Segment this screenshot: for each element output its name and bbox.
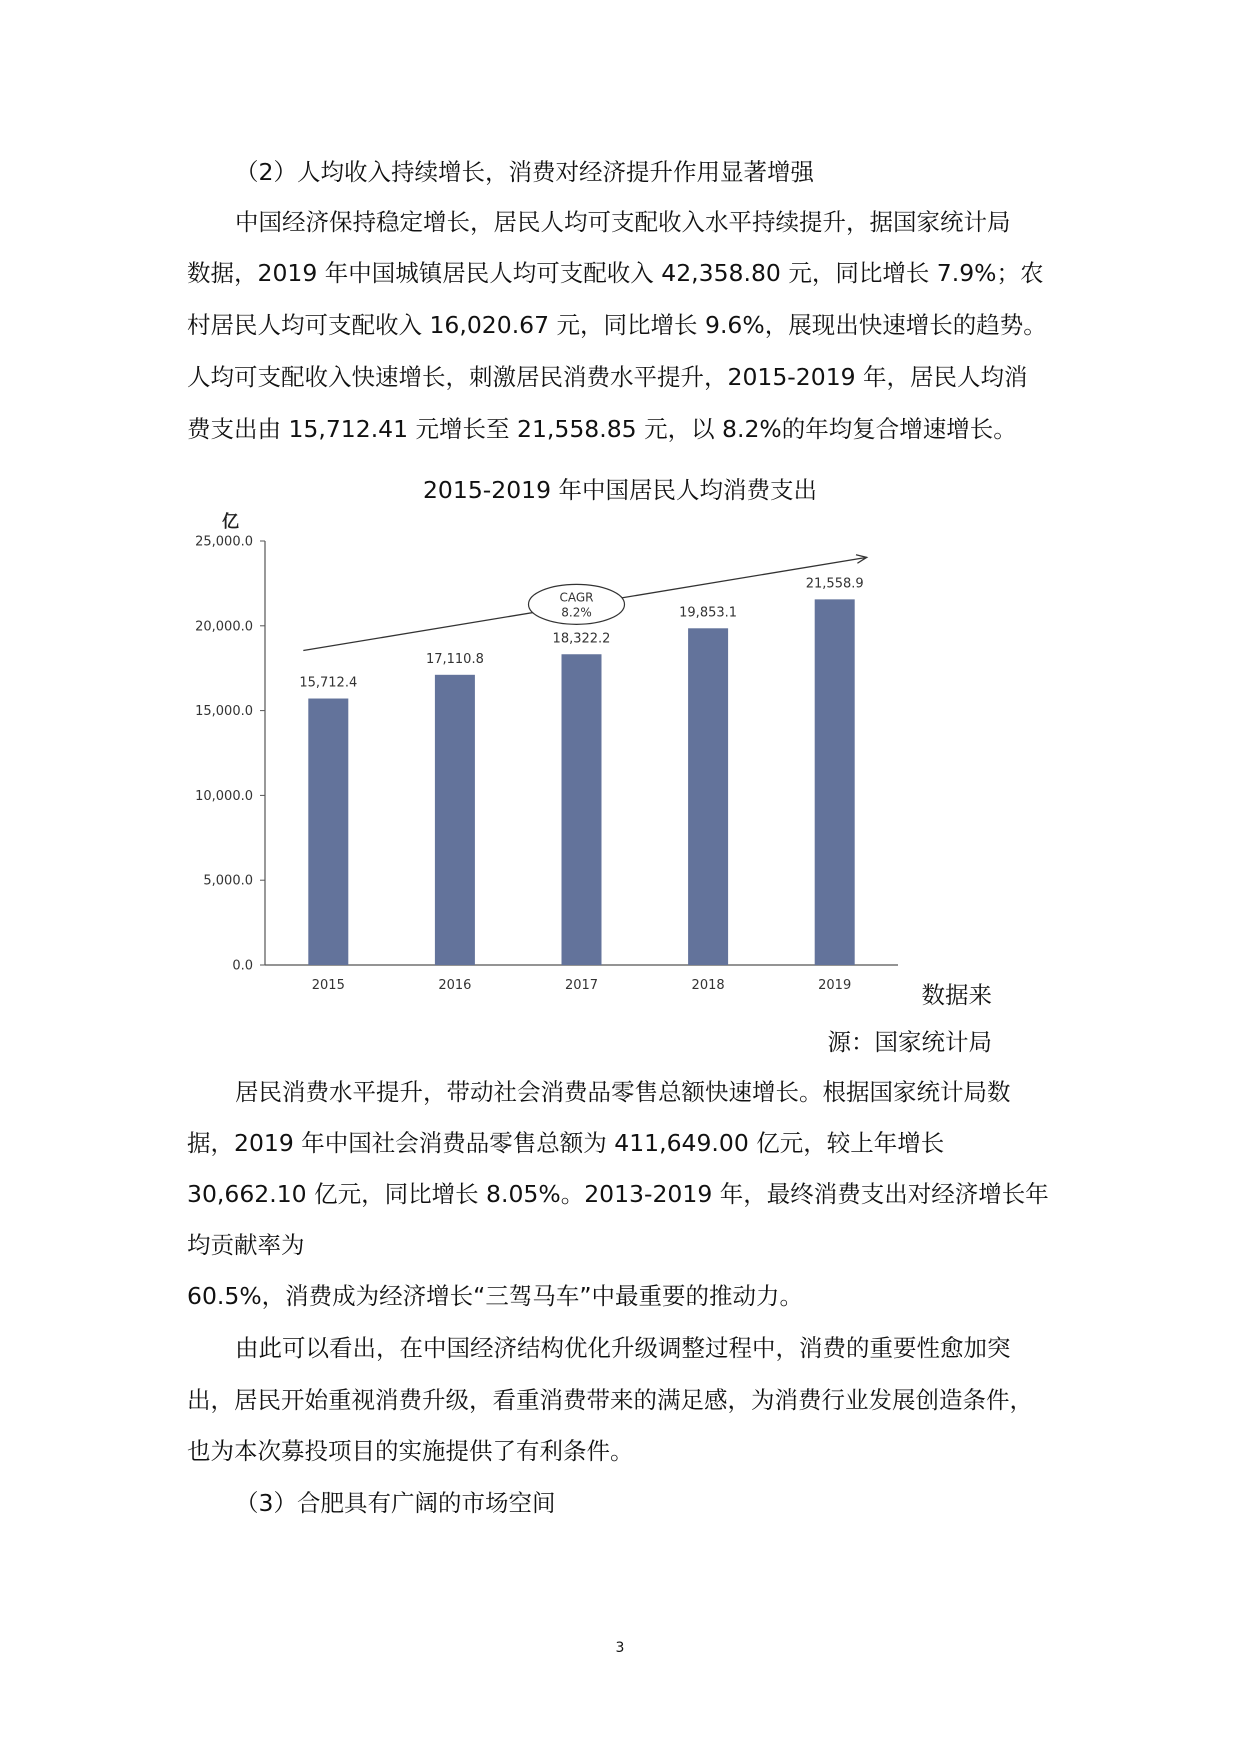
y-tick-label: 25,000.0: [195, 534, 253, 550]
source-note-line1: 数据来: [921, 981, 992, 1009]
value-label: 17,110.8: [425, 651, 484, 667]
paragraph-1-line: 村居民人均可支配收入 16,020.67 元，同比增长 9.6%，展现出快速增长的趋势。: [187, 311, 1047, 339]
paragraph-3-line: 由此可以看出，在中国经济结构优化升级调整过程中，消费的重要性愈加突: [235, 1334, 1011, 1362]
paragraph-1-line: 中国经济保持稳定增长，居民人均可支配收入水平持续提升，据国家统计局: [235, 208, 1011, 236]
x-tick-label: 2017: [564, 978, 599, 993]
paragraph-2-line: 60.5%，消费成为经济增长“三驾马车”中最重要的推动力。: [187, 1282, 804, 1310]
cagr-label: CAGR: [559, 590, 594, 605]
y-tick-label: 10,000.0: [195, 788, 253, 804]
paragraph-3-line: 也为本次募投项目的实施提供了有利条件。: [187, 1437, 634, 1465]
section-heading-3: （3）合肥具有广阔的市场空间: [235, 1489, 556, 1517]
bar-chart: [170, 505, 910, 1025]
bar-2018: [688, 628, 728, 965]
x-tick-label: 2015: [311, 978, 345, 993]
x-tick-label: 2019: [818, 978, 852, 993]
paragraph-2-line: 均贡献率为: [187, 1231, 305, 1259]
x-tick-label: 2016: [438, 978, 472, 993]
y-tick-label: 20,000.0: [195, 619, 253, 635]
paragraph-1-line: 数据，2019 年中国城镇居民人均可支配收入 42,358.80 元，同比增长 7.9%；农: [187, 259, 1044, 287]
y-tick-label: 5,000.0: [203, 873, 253, 889]
y-axis: [195, 511, 265, 974]
y-tick-label: 15,000.0: [195, 704, 253, 720]
value-label: 21,558.9: [805, 576, 864, 592]
paragraph-2-line: 居民消费水平提升，带动社会消费品零售总额快速增长。根据国家统计局数: [235, 1078, 1011, 1106]
paragraph-2-line: 据，2019 年中国社会消费品零售总额为 411,649.00 亿元，较上年增长: [187, 1129, 945, 1157]
paragraph-3-line: 出，居民开始重视消费升级，看重消费带来的满足感，为消费行业发展创造条件，: [187, 1386, 1033, 1414]
value-label: 15,712.4: [299, 675, 358, 691]
paragraph-1-line: 费支出由 15,712.41 元增长至 21,558.85 元，以 8.2%的年均复合增速增长。: [187, 415, 1017, 443]
paragraph-2-line: 30,662.10 亿元，同比增长 8.05%。2013-2019 年，最终消费支出对经济增长年: [187, 1180, 1049, 1208]
value-label: 19,853.1: [679, 605, 738, 621]
y-tick-label: 0.0: [232, 958, 253, 974]
paragraph-1-line: 人均可支配收入快速增长，刺激居民消费水平提升，2015-2019 年，居民人均消: [187, 363, 1028, 391]
section-heading-2: （2）人均收入持续增长，消费对经济提升作用显著增强: [235, 158, 814, 186]
value-label: 18,322.2: [552, 631, 611, 647]
page-number: 3: [615, 1640, 625, 1656]
cagr-value: 8.2%: [561, 605, 592, 620]
x-axis: [265, 965, 898, 993]
x-tick-label: 2018: [691, 978, 725, 993]
bar-2016: [435, 675, 475, 965]
y-unit-label: 亿: [222, 512, 239, 532]
source-note-line2: 源：国家统计局: [827, 1028, 992, 1056]
bar-2017: [562, 654, 602, 965]
bar-2019: [815, 599, 855, 965]
bar-2015: [308, 699, 348, 965]
chart-title: 2015-2019 年中国居民人均消费支出: [422, 476, 818, 504]
bars: [299, 576, 863, 965]
